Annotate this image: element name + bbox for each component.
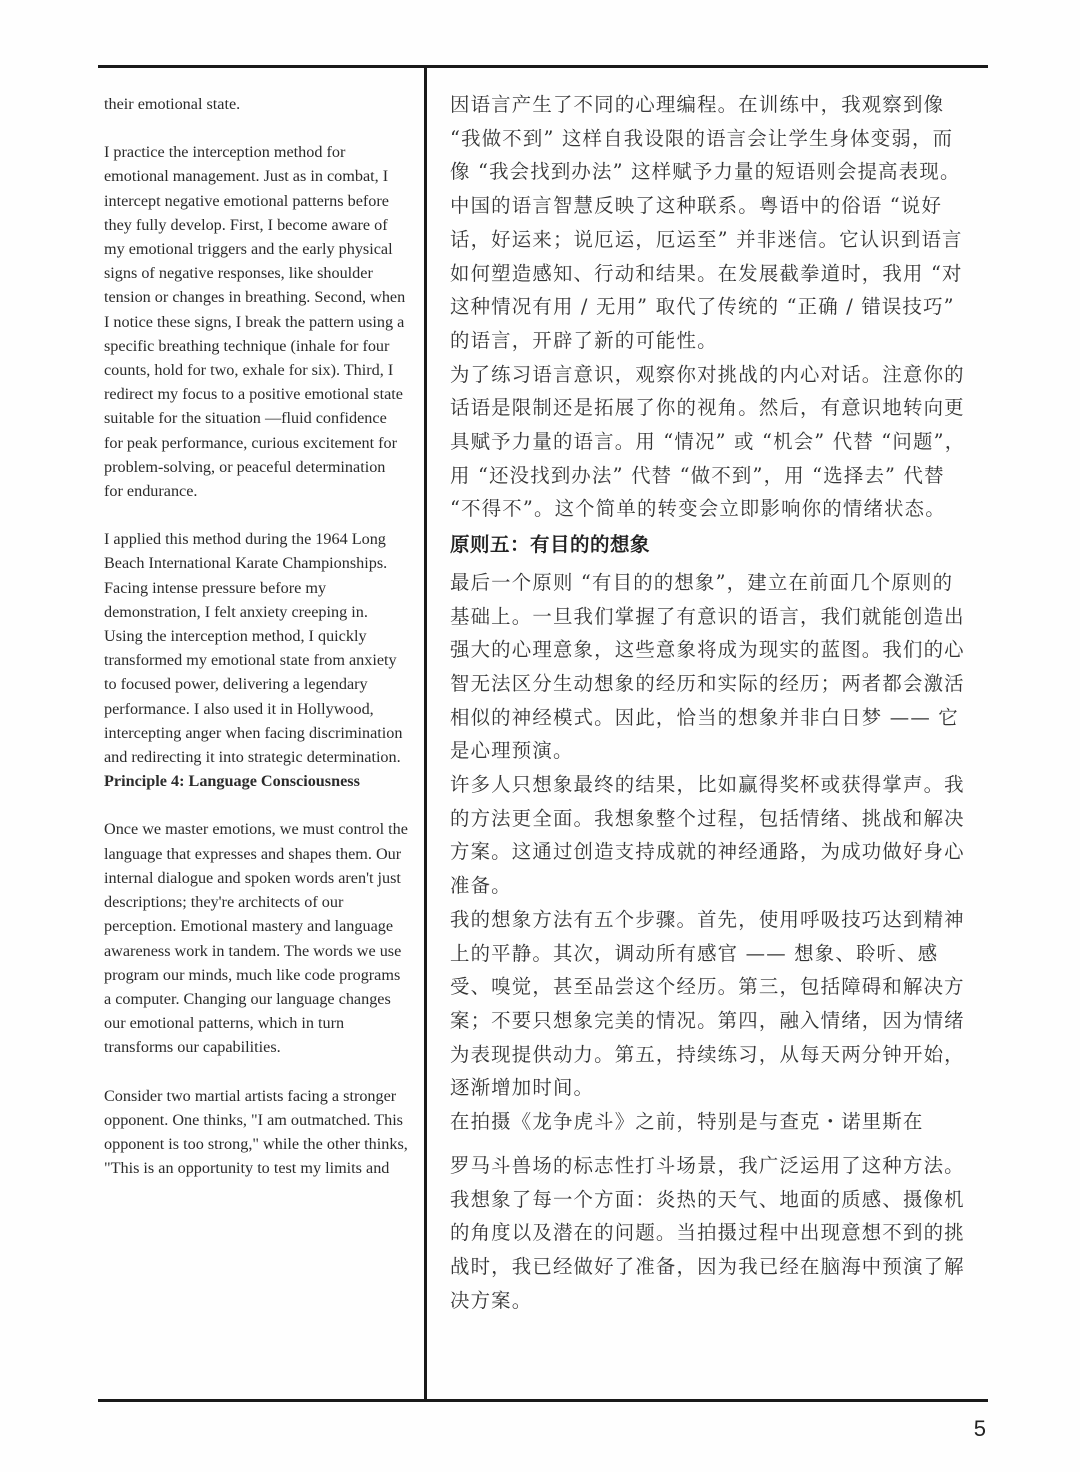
left-paragraph-2: I applied this method during the 1964 Long Beach International Karate Championships. Facing intense pressure before my demonstration, I felt anxiety creeping in. Using the interception method, I quickly transformed my emotional state from anxiety to focused power, delivering a legendary performance. I also used it in Hollywood, intercepting anger when facing discrimination and redirecting it into strategic determination. — [104, 530, 403, 767]
right-paragraph-5: 我的想象方法有五个步骤。首先，使用呼吸技巧达到精神上的平静。其次，调动所有感官 —— 想象、聆听、感受、嗅觉，甚至品尝这个经历。第三，包括障碍和解决方案；不要只想象完美的情况。第四，融入情绪，因为情绪为表现提供动力。第五，持续练习，从每天两分钟开始，逐渐增加时间。 — [450, 907, 965, 1100]
column-divider — [424, 65, 427, 1402]
right-paragraph-4: 许多人只想象最终的结果，比如赢得奖杯或获得掌声。我的方法更全面。我想象整个过程，包括情绪、挑战和解决方案。这通过创造支持成就的神经通路，为成功做好身心准备。 — [450, 773, 965, 898]
right-paragraph-2: 为了练习语言意识，观察你对挑战的内心对话。注意你的话语是限制还是拓展了你的视角。然后，有意识地转向更具赋予力量的语言。用 “情况” 或 “机会” 代替 “问题”，用 “还没找到办法” 代替 “做不到”，用 “选择去” 代替 “不得不”。这个简单的转变会立即影响你的情绪状态。 — [450, 362, 966, 521]
left-column — [104, 92, 408, 1204]
right-paragraph-0: 因语言产生了不同的心理编程。在训练中，我观察到像 “我做不到” 这样自我设限的语言会让学生身体变弱，而像 “我会找到办法” 这样赋予力量的短语则会提高表现。 — [450, 93, 961, 184]
bottom-rule — [98, 1399, 988, 1402]
left-paragraph-0: their emotional state. — [104, 95, 241, 113]
right-paragraph-6: 在拍摄《龙争虎斗》之前，特别是与查克・诺里斯在 — [450, 1110, 924, 1134]
right-paragraph-3: 最后一个原则 “有目的的想象”，建立在前面几个原则的基础上。一旦我们掌握了有意识的语言，我们就能创造出强大的心理意象，这些意象将成为现实的蓝图。我们的心智无法区分生动想象的经历和实际的经历；两者都会激活相似的神经模式。因此，恰当的想象并非白日梦 —— 它是心理预演。 — [450, 570, 965, 763]
left-paragraph-4: Consider two martial artists facing a stronger opponent. One thinks, "I am outmatched. This opponent is too strong," while the other thinks, "This is an opportunity to test my limits and — [104, 1086, 408, 1178]
left-paragraph-3: Once we master emotions, we must control the language that expresses and shapes them. Our internal dialogue and spoken words aren't just descriptions; they're architects of our perception. Emotional mastery and language awareness work in tandem. The words we use program our minds, much like code programs a computer. Changing our language changes our emotional patterns, which in turn transforms our capabilities. — [104, 820, 408, 1057]
left-paragraph-1: I practice the interception method for emotional management. Just as in combat, I intercept negative emotional patterns before they fully develop. First, I become aware of my emotional triggers and the early physical signs of negative responses, like shoulder tension or changes in breathing. Second, when I notice these signs, I break the pattern using a specific breathing technique (inhale for four counts, hold for two, exhale for six). Third, I redirect my focus to a positive emotional state suitable for the situation —fluid confidence for peak performance, curious excitement for problem-solving, or peaceful determination for endurance. — [104, 143, 406, 501]
right-paragraph-1: 中国的语言智慧反映了这种联系。粤语中的俗语 “说好话，好运来；说厄运，厄运至” 并非迷信。它认识到语言如何塑造感知、行动和结果。在发展截拳道时，我用 “对这种情况有用 / 无用” 取代了传统的 “正确 / 错误技巧” 的语言，开辟了新的可能性。 — [450, 194, 963, 352]
heading-principle-4: Principle 4: Language Consciousness — [104, 772, 360, 791]
top-rule — [98, 65, 988, 68]
heading-principle-5: 原则五：有目的的想象 — [450, 533, 651, 557]
right-paragraph-7: 罗马斗兽场的标志性打斗场景，我广泛运用了这种方法。我想象了每一个方面：炎热的天气、地面的质感、摄像机的角度以及潜在的问题。当拍摄过程中出现意想不到的挑战时，我已经做好了准备，因为我已经在脑海中预演了解决方案。 — [450, 1153, 965, 1312]
right-column — [450, 88, 966, 1317]
page-number: 5 — [973, 1416, 986, 1441]
